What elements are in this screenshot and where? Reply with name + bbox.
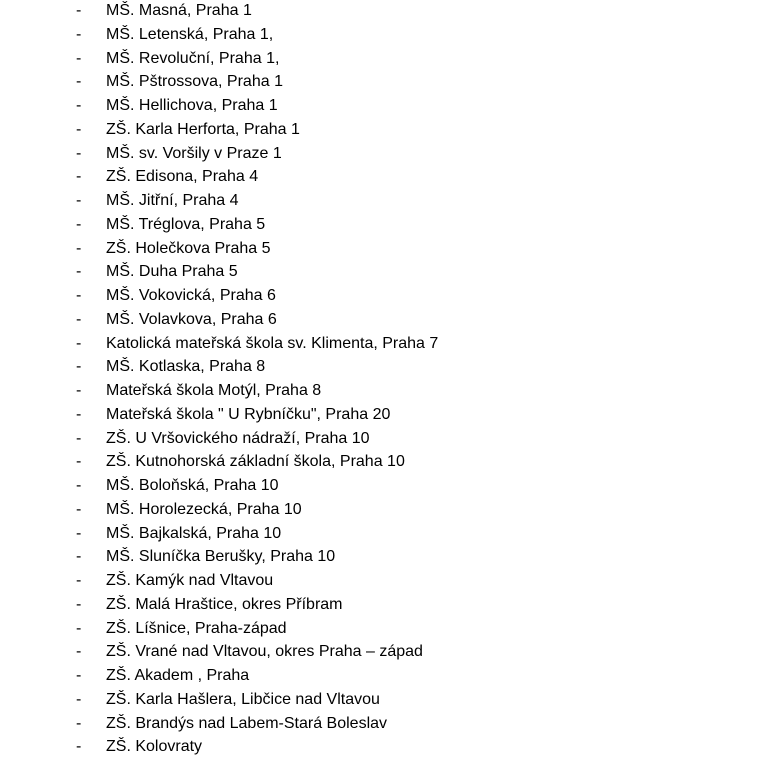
school-name: MŠ. Jitřní, Praha 4 [106,192,239,209]
list-bullet: - [76,738,82,756]
school-name: ZŠ. Brandýs nad Labem-Stará Boleslav [106,714,388,732]
school-name: MŠ. Tréglova, Praha 5 [106,215,266,233]
school-name: ZŠ. Akadem , Praha [106,667,250,684]
school-name: MŠ. Kotlaska, Praha 8 [106,358,266,376]
list-bullet: - [76,25,82,43]
list-bullet: - [76,595,82,613]
school-name: ZŠ. Malá Hraštice, okres Příbram [106,595,343,613]
list-item [0,403,768,427]
list-item [0,474,768,498]
school-name: ZŠ. Edisona, Praha 4 [106,168,259,186]
list-bullet: - [76,382,82,399]
list-bullet: - [76,643,82,661]
list-bullet: - [76,215,82,233]
list-bullet: - [76,2,82,19]
school-name: MŠ. Masná, Praha 1 [106,2,252,19]
list-item [0,593,768,617]
list-bullet: - [76,619,82,637]
list-bullet: - [76,73,82,91]
list-bullet: - [76,168,82,186]
list-item [0,189,768,213]
school-name: MŠ. Letenská, Praha 1, [106,25,274,43]
list-bullet: - [76,548,82,566]
school-name: ZŠ. Kolovraty [106,738,203,756]
list-item [0,617,768,641]
school-name: ZŠ. U Vršovického nádraží, Praha 10 [106,429,370,447]
list-bullet: - [76,49,82,67]
school-name: Mateřská škola Motýl, Praha 8 [106,382,322,399]
list-bullet: - [76,287,82,304]
school-name: MŠ. Sluníčka Berušky, Praha 10 [106,548,336,566]
school-name: MŠ. Boloňská, Praha 10 [106,477,279,494]
school-name: MŠ. Pštrossova, Praha 1 [106,73,283,91]
list-bullet: - [76,429,82,447]
school-name: ZŠ. Kutnohorská základní škola, Praha 10 [106,453,405,471]
school-name: MŠ. Revoluční, Praha 1, [106,49,280,67]
list-bullet: - [76,453,82,471]
school-name: ZŠ. Kamýk nad Vltavou [106,572,274,589]
list-item [0,237,768,261]
list-bullet: - [76,667,82,684]
list-item [0,70,768,94]
list-item [0,522,768,546]
list-item [0,735,768,759]
list-item [0,450,768,474]
list-bullet: - [76,334,82,352]
list-bullet: - [76,714,82,732]
school-name: MŠ. Horolezecká, Praha 10 [106,500,302,518]
school-name: ZŠ. Vrané nad Vltavou, okres Praha – západ [106,643,423,661]
list-bullet: - [76,192,82,209]
list-item [0,308,768,332]
school-name: ZŠ. Karla Herforta, Praha 1 [106,120,300,138]
list-item [0,0,768,23]
list-bullet: - [76,97,82,114]
school-name: ZŠ. Líšnice, Praha-západ [106,619,287,637]
list-item [0,379,768,403]
list-bullet: - [76,690,82,708]
list-item [0,47,768,71]
list-item [0,142,768,166]
list-item [0,332,768,356]
school-name: MŠ. Hellichova, Praha 1 [106,97,278,114]
list-item [0,213,768,237]
list-item [0,427,768,451]
list-item [0,498,768,522]
school-name: MŠ. Vokovická, Praha 6 [106,287,276,304]
list-item [0,260,768,284]
school-name: MŠ. Duha Praha 5 [106,263,238,281]
list-item [0,165,768,189]
list-item [0,545,768,569]
list-bullet: - [76,310,82,328]
list-item [0,94,768,118]
list-bullet: - [76,263,82,281]
list-item [0,23,768,47]
list-item [0,118,768,142]
list-item [0,569,768,593]
list-bullet: - [76,524,82,542]
list-item [0,355,768,379]
list-bullet: - [76,500,82,518]
list-bullet: - [76,358,82,376]
school-name: MŠ. Bajkalská, Praha 10 [106,524,282,542]
list-bullet: - [76,477,82,494]
list-bullet: - [76,572,82,589]
list-bullet: - [76,144,82,162]
list-item [0,712,768,736]
list-item [0,284,768,308]
list-bullet: - [76,239,82,257]
list-bullet: - [76,405,82,423]
school-name: ZŠ. Karla Hašlera, Libčice nad Vltavou [106,690,380,708]
school-name: MŠ. Volavkova, Praha 6 [106,310,277,328]
list-item [0,664,768,688]
school-name: Mateřská škola " U Rybníčku", Praha 20 [106,405,391,423]
school-name: Katolická mateřská škola sv. Klimenta, Praha 7 [106,334,439,352]
school-name: MŠ. sv. Voršily v Praze 1 [106,144,282,162]
list-bullet: - [76,120,82,138]
list-item [0,688,768,712]
list-item [0,640,768,664]
school-name: ZŠ. Holečkova Praha 5 [106,239,271,257]
